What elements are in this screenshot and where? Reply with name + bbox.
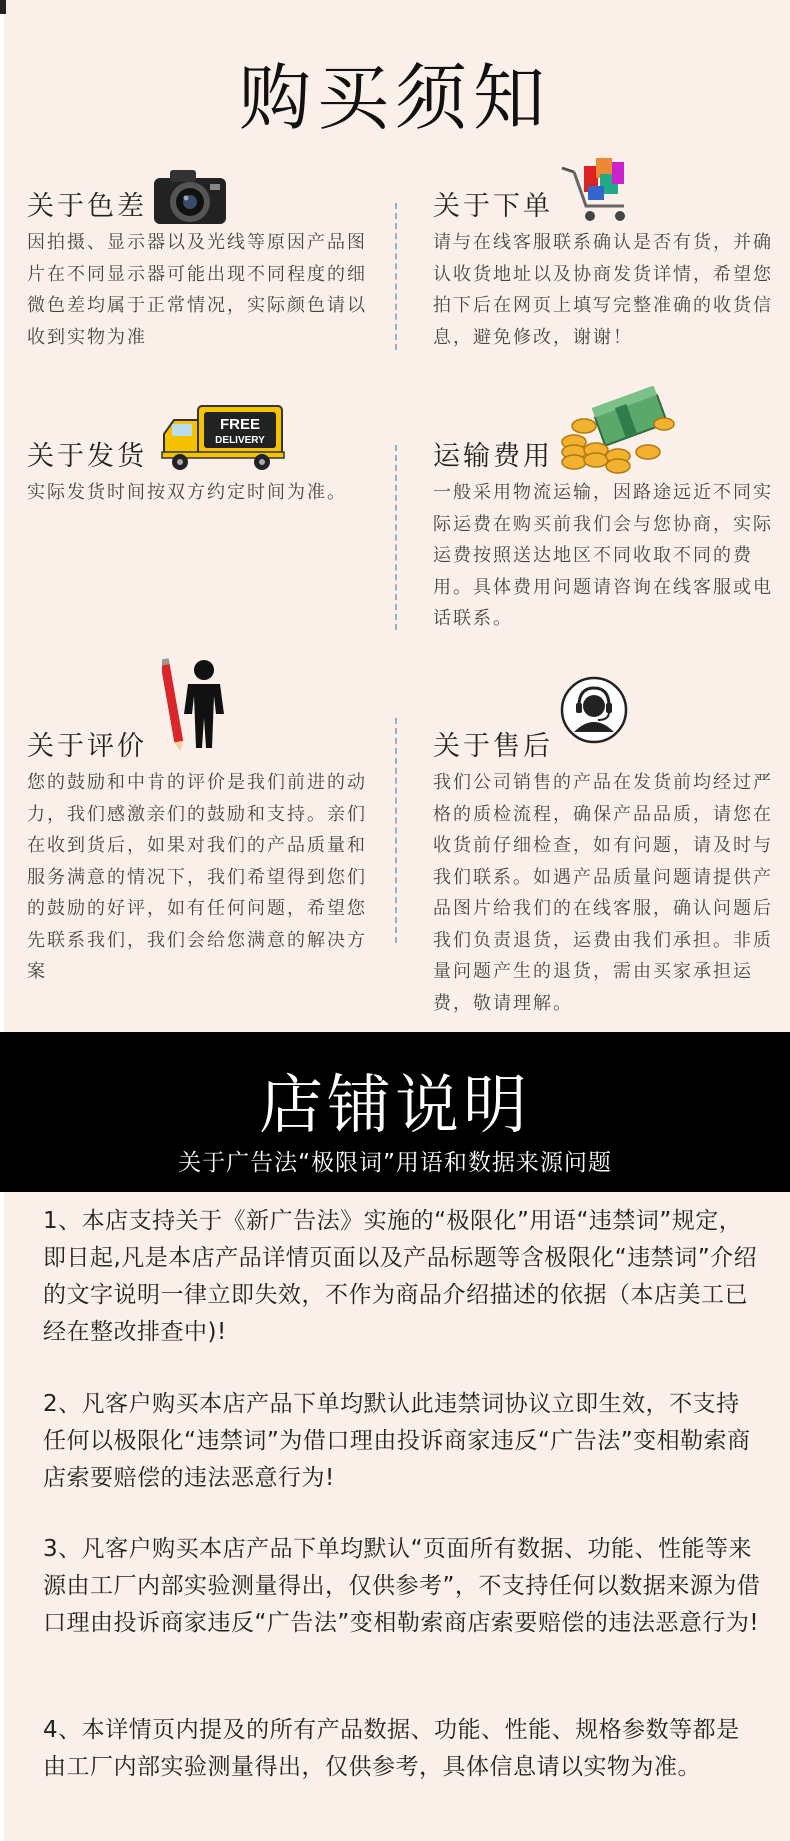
- money-coins-icon: [560, 386, 680, 476]
- section-label: 关于售后: [433, 731, 553, 762]
- store-subtitle: 关于广告法“极限词”用语和数据来源问题: [178, 1150, 612, 1176]
- badge-free: FREE: [219, 416, 261, 433]
- badge-delivery: DELIVERY: [215, 435, 265, 446]
- camera-icon: [150, 164, 230, 228]
- divider: [395, 718, 397, 943]
- store-title: 店铺说明: [259, 1069, 531, 1143]
- section-text: 您的鼓励和中肯的评价是我们前进的动力，我们感激亲们的鼓励和支持。亲们在收到货后，如果对我们的产品质量和服务满意的情况下，我们希望得到您们的鼓励的好评，如有任何问题，希望您先联系我们，我们会给您满意的解决方案: [27, 772, 367, 982]
- section-label: 运输费用: [433, 441, 553, 472]
- section-label: 关于评价: [27, 731, 147, 762]
- section-text: 请与在线客服联系确认是否有货，并确认收货地址以及协商发货详情，希望您拍下后在网页上填写完整准确的收货信息，避免修改，谢谢！: [433, 232, 773, 348]
- store-paragraph-3: 3、凡客户购买本店产品下单均默认“页面所有数据、功能、性能等来源由工厂内部实验测量得出，仅供参考”，不支持任何以数据来源为借口理由投诉商家违反“广告法”变相勒索商店索要赔偿的违法恶意行为!: [43, 1536, 761, 1636]
- shopping-cart-icon: [558, 150, 638, 230]
- section-label: 关于色差: [27, 191, 147, 222]
- divider: [395, 445, 397, 630]
- store-header-band: [0, 1032, 790, 1192]
- top-marker: [0, 0, 6, 14]
- section-label: 关于发货: [27, 441, 147, 472]
- divider: [395, 203, 397, 350]
- section-after-sales: [433, 705, 773, 1019]
- headset-support-icon: [560, 676, 628, 744]
- notice-title: 购买须知: [238, 56, 551, 140]
- section-label: 关于下单: [433, 191, 553, 222]
- person-pencil-icon: [162, 656, 228, 752]
- store-paragraph-4: 4、本详情页内提及的所有产品数据、功能、性能、规格参数等都是由工厂内部实验测量得出，仅供参考，具体信息请以实物为准。: [43, 1717, 740, 1780]
- left-edge: [0, 0, 4, 1841]
- section-text: 我们公司销售的产品在发货前均经过严格的质检流程，确保产品品质，请您在收货前仔细检查，如有问题，请及时与我们联系。如遇产品质量问题请提供产品图片给我们的在线客服，确认问题后我们负责退货，运费由我们承担。非质量问题产生的退货，需由买家承担运费，敬请理解。: [433, 772, 773, 1014]
- section-text: 因拍摄、显示器以及光线等原因产品图片在不同显示器可能出现不同程度的细微色差均属于正常情况，实际颜色请以收到实物为准: [27, 232, 367, 348]
- delivery-truck-icon: [158, 404, 286, 472]
- section-text: 一般采用物流运输，因路途远近不同实际运费在购买前我们会与您协商，实际运费按照送达地区不同收取不同的费用。具体费用问题请咨询在线客服或电话联系。: [433, 482, 773, 629]
- store-paragraph-1: 1、本店支持关于《新广告法》实施的“极限化”用语“违禁词”规定，即日起,凡是本店产品详情页面以及产品标题等含极限化“违禁词”介绍的文字说明一律立即失效，不作为商品介绍描述的依据（本店美工已经在整改排查中)!: [43, 1208, 758, 1345]
- store-paragraph-2: 2、凡客户购买本店产品下单均默认此违禁词协议立即生效，不支持任何以极限化“违禁词”为借口理由投诉商家违反“广告法”变相勒索商店索要赔偿的违法恶意行为!: [43, 1391, 751, 1491]
- section-text: 实际发货时间按双方约定时间为准。: [27, 482, 347, 503]
